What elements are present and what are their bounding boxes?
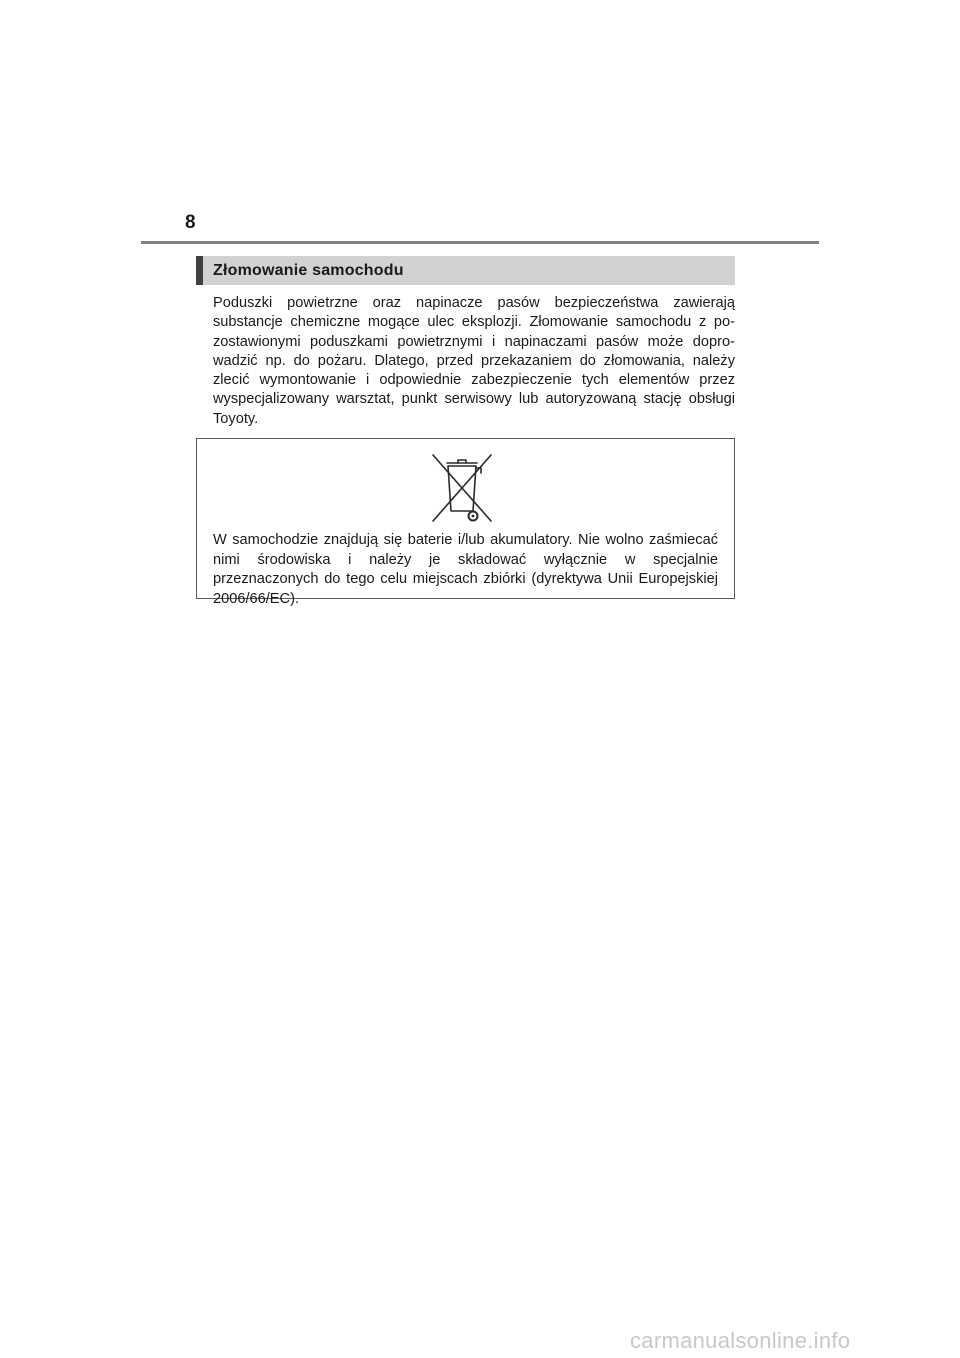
- section-header: [196, 256, 735, 285]
- battery-notice-text: W samochodzie znajdują się baterie i/lub akumulatory. Nie wolno zaśmiecać nimi środowiska i należy je składować wyłącznie w specjalnie przeznaczonych do tego celu miejscach zbiórki (dyrektywa Unii Europejskiej 2006/66/EC).: [213, 532, 718, 607]
- watermark: carmanualsonline.info: [630, 1328, 851, 1353]
- page-number: 8: [185, 212, 196, 233]
- crossed-out-wheelie-bin-icon: [428, 451, 496, 527]
- section-marker: [196, 256, 203, 285]
- section-title: Złomowanie samochodu: [213, 262, 404, 279]
- top-rule: [141, 241, 819, 244]
- section-body-text: Poduszki powietrzne oraz napinacze pasów bezpieczeństwa zawierają substancje chemiczne mogące ulec eksplozji. Złomowanie samochodu z po-zostawionymi poduszkami powietrznymi i napinaczami pasów może dopro-wadzić np. do pożaru. Dlatego, przed przekazaniem do złomowania, należy zlecić wymontowanie i odpowiednie zabezpieczenie tych elementów przez wyspecjalizowany warsztat, punkt serwisowy lub autoryzowaną stację obsługi Toyoty.: [213, 295, 735, 427]
- battery-notice-box: [196, 438, 735, 607]
